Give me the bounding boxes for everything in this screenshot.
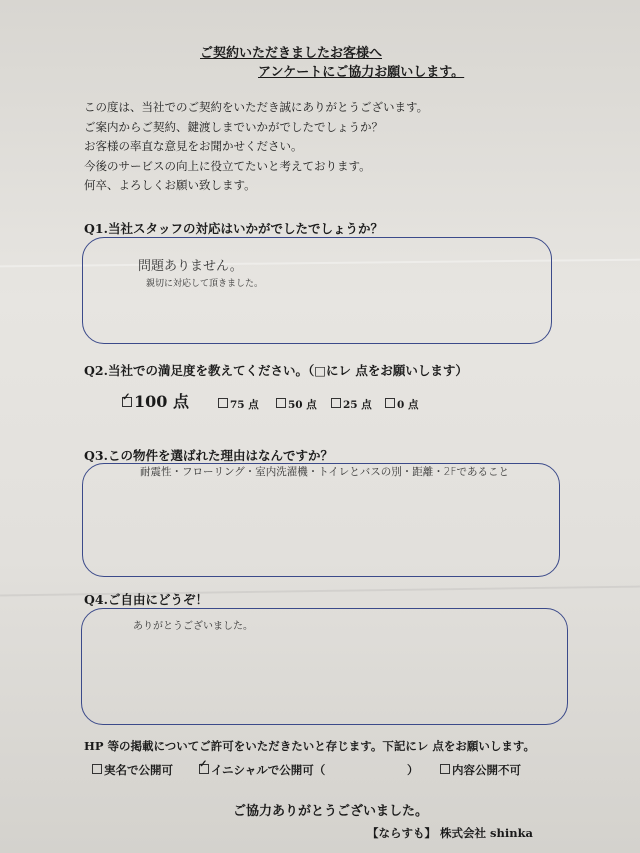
answer-3-line-1: 耐震性・フローリング・室内洗濯機・トイレとバスの別・距離・2Fであること	[140, 466, 509, 478]
answer-4-line-1: ありがとうございました。	[133, 621, 253, 632]
permission-option-realname	[92, 762, 173, 778]
rating-25	[331, 397, 372, 412]
permission-option-initials	[199, 762, 325, 778]
checkbox-icon	[218, 398, 228, 408]
rating-0	[385, 397, 418, 412]
title-line-2: アンケートにご協力お願いします。	[258, 65, 465, 80]
thanks-text: ご協力ありがとうございました。	[233, 804, 429, 819]
company-name: 【ならすも】 株式会社 shinka	[367, 826, 533, 840]
intro-line: ご案内からご契約、鍵渡しまでいかがでしたでしょうか？	[84, 119, 383, 134]
intro-text	[84, 98, 428, 196]
checkbox-checked-icon	[199, 764, 209, 774]
intro-line: 何卒、よろしくお願い致します。	[84, 178, 256, 192]
checkbox-icon	[92, 764, 102, 774]
answer-1-line-1: 問題ありません。	[138, 259, 243, 274]
question-1: Q1.当社スタッフの対応はいかがでしたでしょうか？	[84, 221, 383, 236]
rating-75-label: 75 点	[230, 399, 259, 411]
checkbox-icon	[440, 764, 450, 774]
answer-box-3	[82, 463, 560, 577]
checkbox-icon	[276, 398, 286, 408]
rating-75	[218, 397, 259, 412]
question-4: Q4.ご自由にどうぞ！	[84, 592, 208, 607]
answer-1-line-2: 親切に対応して頂きました。	[146, 279, 264, 289]
checkbox-checked-icon	[122, 397, 132, 407]
permission-option-label: 内容公開不可	[452, 763, 521, 777]
permission-bracket-close: ）	[407, 763, 419, 777]
permission-option-label: イニシャルで公開可（	[211, 763, 326, 777]
rating-50	[276, 397, 317, 412]
title-line-1: ご契約いただきましたお客様へ	[200, 46, 383, 61]
answer-box-1	[82, 237, 552, 344]
question-3: Q3.この物件を選ばれた理由はなんですか？	[84, 448, 333, 463]
permission-question: HP 等の掲載についてご許可をいただきたいと存じます。下記にレ 点をお願いします。	[84, 739, 535, 753]
rating-100-label: 100 点	[134, 392, 189, 411]
permission-option-label: 実名で公開可	[104, 763, 173, 777]
checkbox-icon	[385, 398, 395, 408]
permission-option-private	[440, 762, 521, 778]
intro-line: この度は、当社でのご契約をいただき誠にありがとうございます。	[84, 100, 429, 114]
rating-0-label: 0 点	[397, 399, 419, 411]
intro-line: お客様の率直な意見をお聞かせください。	[84, 139, 303, 153]
question-2: Q2.当社での満足度を教えてください。（□にレ 点をお願いします）	[84, 363, 468, 378]
intro-line: 今後のサービスの向上に役立てたいと考えております。	[84, 158, 371, 173]
rating-100	[122, 389, 189, 412]
rating-25-label: 25 点	[343, 399, 372, 411]
checkbox-icon	[331, 398, 341, 408]
rating-50-label: 50 点	[288, 399, 317, 411]
